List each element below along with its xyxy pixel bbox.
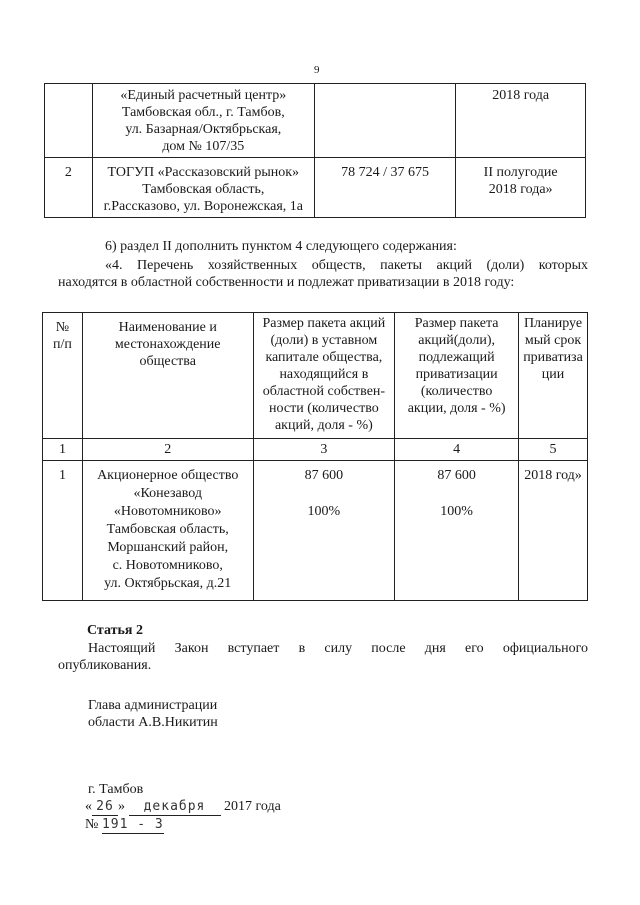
company-line: дом № 107/35 [162, 139, 245, 154]
article-text [58, 640, 588, 674]
article-title: Статья 2 [87, 623, 143, 638]
table-row [43, 461, 588, 601]
term-line: 2018 года» [488, 182, 553, 197]
company-line: г.Рассказово, ул. Воронежская, 1а [103, 199, 303, 214]
company-line: с. Новотомниково, [112, 558, 223, 573]
share-size-cell [253, 461, 395, 601]
company-line: «Новотомниково» [113, 504, 222, 519]
column-number-row [43, 439, 588, 461]
company-name-cell [92, 158, 314, 218]
column-number: 4 [395, 439, 519, 461]
privatized-share-cell [395, 461, 519, 601]
header-name [82, 313, 253, 439]
company-name-cell [82, 461, 253, 601]
header-line: приватизации [415, 367, 498, 382]
company-line: ул. Октябрьская, д.21 [104, 576, 232, 591]
number-label: № [85, 817, 99, 832]
header-line: ности (количество [269, 401, 379, 416]
company-line: «Конезавод [133, 486, 202, 501]
header-line: Размер пакета [414, 316, 499, 331]
privatization-table-continued [44, 83, 586, 218]
company-line: ул. Базарная/Октябрьская, [125, 122, 282, 137]
article-line: Настоящий Закон вступает в силу после дня его официального [88, 641, 588, 656]
column-number: 5 [519, 439, 588, 461]
header-line: местонахождение [114, 337, 221, 352]
term-cell: 2018 год» [519, 461, 588, 601]
row-number-cell: 2 [45, 158, 93, 218]
header-line: общества [139, 354, 196, 369]
shares-cell [314, 84, 455, 158]
signature-block [88, 697, 218, 731]
amendment-intro: 6) раздел II дополнить пунктом 4 следующего содержания: [105, 239, 457, 254]
header-line: подлежащий [418, 350, 495, 365]
companies-table [42, 312, 588, 601]
header-line: мый срок [524, 333, 582, 348]
table-row [45, 84, 586, 158]
term-cell: 2018 года [456, 84, 586, 158]
company-name-cell [92, 84, 314, 158]
header-line: Наименование и [118, 320, 217, 335]
company-line: Тамбовская область, [106, 522, 229, 537]
header-line: приватиза [523, 350, 583, 365]
term-cell [456, 158, 586, 218]
article-line: опубликования. [58, 658, 152, 673]
issue-place: г. Тамбов [88, 782, 144, 797]
privatized-percent: 100% [440, 504, 473, 519]
shares-cell: 78 724 / 37 675 [314, 158, 455, 218]
date-year: 2017 года [224, 799, 281, 814]
header-line: (количество [420, 384, 493, 399]
company-line: ТОГУП «Рассказовский рынок» [107, 165, 300, 180]
header-line: акции, доля - %) [407, 401, 506, 416]
company-line: Акционерное общество [97, 468, 239, 483]
issue-date [85, 798, 281, 816]
law-number [85, 816, 164, 834]
header-line: областной собствен- [262, 384, 386, 399]
table-header-row [43, 313, 588, 439]
company-line: «Единый расчетный центр» [120, 88, 287, 103]
header-line: п/п [53, 337, 72, 352]
number-value: 191 - З [101, 817, 164, 832]
header-share-size [253, 313, 395, 439]
column-number: 2 [82, 439, 253, 461]
header-line: ции [541, 367, 565, 382]
header-line: находящийся в [279, 367, 369, 382]
column-number: 3 [253, 439, 395, 461]
share-percent: 100% [307, 504, 341, 519]
row-number-cell: 1 [43, 461, 83, 601]
signature-title: Глава администрации [88, 698, 218, 713]
header-line: акций, доля - %) [274, 418, 373, 433]
header-number [43, 313, 83, 439]
date-month: декабря [129, 798, 221, 816]
company-line: Тамбовская область, [142, 182, 265, 197]
header-line: (доли) в уставном [270, 333, 378, 348]
date-day: 26 [92, 798, 118, 816]
share-count: 87 600 [304, 468, 344, 483]
privatized-count: 87 600 [437, 468, 476, 483]
signature-name: области А.В.Никитин [88, 715, 218, 730]
header-term [519, 313, 588, 439]
company-line: Моршанский район, [107, 540, 229, 555]
table-row [45, 158, 586, 218]
header-line: Планируе [523, 316, 583, 331]
quote-open: « [85, 799, 92, 814]
header-privatized-share [395, 313, 519, 439]
page-number: 9 [314, 64, 320, 76]
quote-close: » [118, 799, 125, 814]
row-number-cell [45, 84, 93, 158]
column-number: 1 [43, 439, 83, 461]
list-intro-line: «4. Перечень хозяйственных обществ, пакеты акций (доли) которых [105, 258, 588, 273]
header-line: № [55, 320, 70, 335]
header-line: Размер пакета акций [262, 316, 386, 331]
header-line: капитале общества, [265, 350, 383, 365]
header-line: акций(доли), [418, 333, 495, 348]
list-intro-line: находятся в областной собственности и подлежат приватизации в 2018 году: [58, 275, 515, 290]
company-line: Тамбовская обл., г. Тамбов, [121, 105, 285, 120]
term-line: II полугодие [483, 165, 558, 180]
